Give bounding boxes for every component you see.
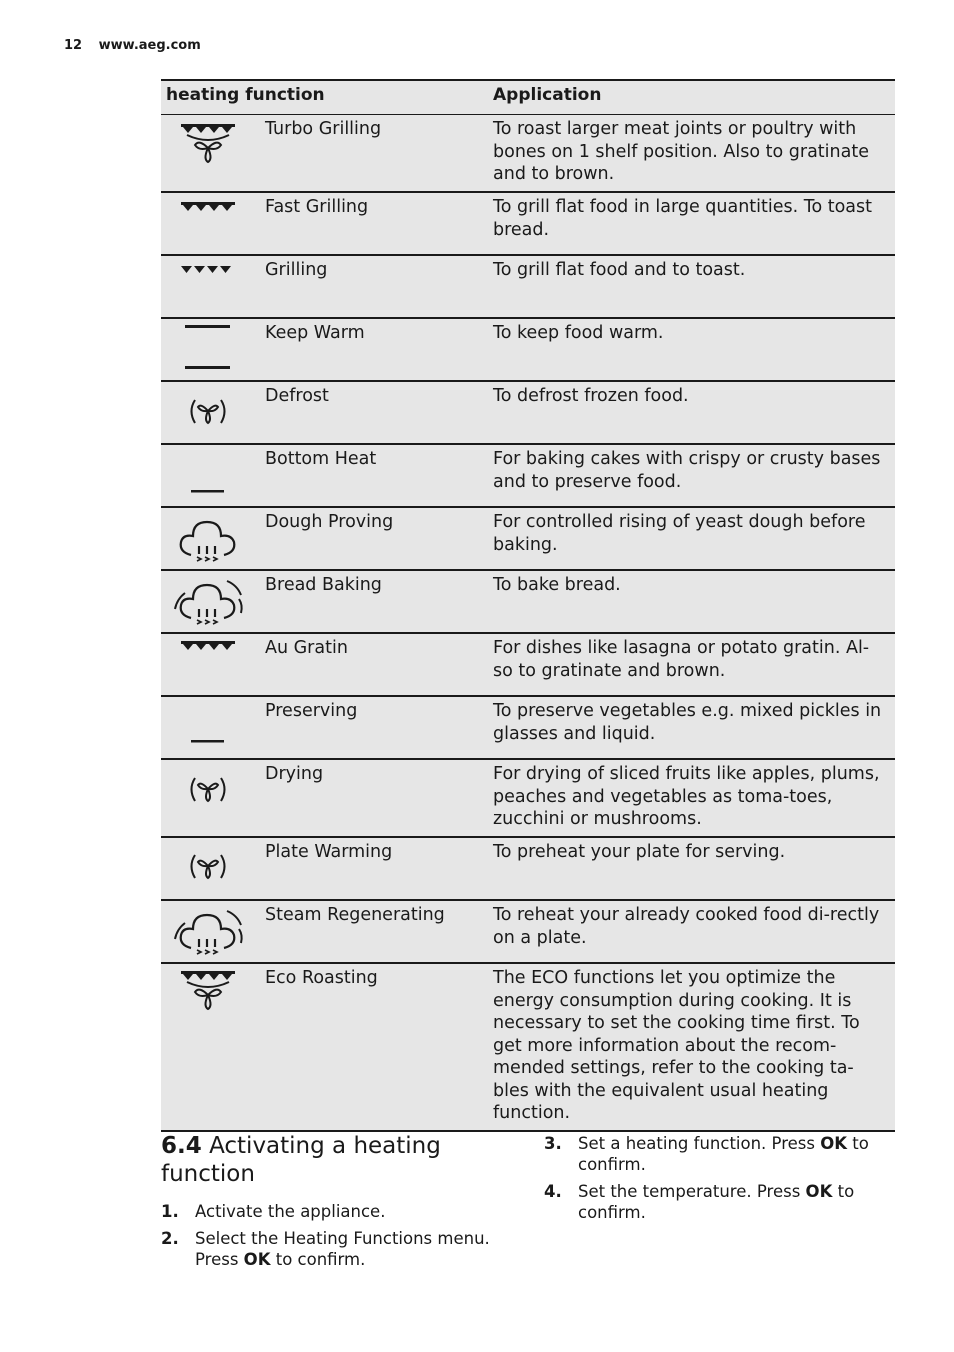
function-application: For dishes like lasagna or potato gratin. Al-so to gratinate and brown. (493, 638, 870, 681)
defrost-fan-icon (161, 382, 259, 443)
turbo-grill-icon (161, 115, 259, 191)
step-number: 4. (544, 1182, 562, 1201)
function-name: Plate Warming (265, 842, 393, 862)
bottom-heat-icon (161, 445, 259, 506)
section-title-text: Activating a heating function (161, 1133, 441, 1187)
step-text: Activate the appliance. (195, 1202, 386, 1221)
table-row (161, 697, 895, 760)
function-name: Turbo Grilling (265, 119, 382, 139)
step-text: Set the temperature. Press OK to confirm. (578, 1182, 855, 1222)
function-application: To preserve vegetables e.g. mixed pickles in glasses and liquid. (493, 701, 882, 744)
step-number: 1. (161, 1202, 179, 1221)
table-row (161, 382, 895, 445)
dough-proving-icon (161, 508, 259, 569)
heating-functions-table (161, 79, 895, 1132)
steps-list-right (544, 1133, 889, 1229)
bread-baking-icon (161, 571, 259, 632)
function-name: Bottom Heat (265, 449, 377, 469)
grill-icon (161, 256, 259, 317)
function-application: To keep food warm. (493, 323, 664, 343)
function-application: To reheat your already cooked food di-rectly on a plate. (493, 905, 880, 948)
list-item (161, 1228, 511, 1270)
table-row (161, 760, 895, 838)
table-row (161, 445, 895, 508)
function-name: Dough Proving (265, 512, 394, 532)
function-name: Bread Baking (265, 575, 382, 595)
function-application: To grill flat food and to toast. (493, 260, 746, 280)
keep-warm-icon (161, 319, 259, 380)
table-row (161, 964, 895, 1132)
step-text: Set a heating function. Press OK to confirm. (578, 1134, 869, 1174)
preserving-icon (161, 697, 259, 758)
function-name: Grilling (265, 260, 328, 280)
function-application: To defrost frozen food. (493, 386, 689, 406)
function-application: To preheat your plate for serving. (493, 842, 786, 862)
function-application: To bake bread. (493, 575, 621, 595)
column-header-application: Application (493, 85, 602, 105)
function-application: For baking cakes with crispy or crusty bases and to preserve food. (493, 449, 881, 492)
eco-roasting-icon (161, 964, 259, 1130)
column-header-heating-function: heating function (166, 85, 325, 105)
table-row (161, 115, 895, 193)
function-application: For drying of sliced fruits like apples, plums, peaches and vegetables as toma-toes, zucchini or mushrooms. (493, 764, 880, 829)
function-name: Keep Warm (265, 323, 365, 343)
table-row (161, 901, 895, 964)
table-row (161, 193, 895, 256)
table-header (161, 81, 895, 115)
step-number: 2. (161, 1229, 179, 1248)
function-name: Drying (265, 764, 324, 784)
website: www.aeg.com (98, 38, 201, 53)
list-item (161, 1201, 511, 1222)
table-row (161, 634, 895, 697)
steps-list-left (161, 1201, 511, 1276)
page-header (64, 38, 201, 53)
step-number: 3. (544, 1134, 562, 1153)
function-name: Au Gratin (265, 638, 348, 658)
function-application: To grill flat food in large quantities. To toast bread. (493, 197, 873, 240)
list-item (544, 1181, 889, 1223)
au-gratin-icon (161, 634, 259, 695)
list-item (544, 1133, 889, 1175)
page-number: 12 (64, 38, 83, 53)
function-application: The ECO functions let you optimize the energy consumption during cooking. It is necessary to set the cooking time first. To get more information about the recom-mended settings, refer to the cooking ta-bles with the equivalent usual heating function. (493, 968, 860, 1123)
function-name: Eco Roasting (265, 968, 378, 988)
table-row (161, 838, 895, 901)
function-application: For controlled rising of yeast dough before baking. (493, 512, 866, 555)
fast-grill-icon (161, 193, 259, 254)
drying-fan-icon (161, 760, 259, 836)
section-title (161, 1132, 521, 1188)
table-row (161, 319, 895, 382)
function-application: To roast larger meat joints or poultry with bones on 1 shelf position. Also to gratinate and to brown. (493, 119, 869, 184)
section-number: 6.4 (161, 1133, 202, 1159)
function-name: Steam Regenerating (265, 905, 445, 925)
steam-regenerating-icon (161, 901, 259, 962)
function-name: Fast Grilling (265, 197, 369, 217)
plate-warming-fan-icon (161, 838, 259, 899)
table-row (161, 256, 895, 319)
table-row (161, 508, 895, 571)
step-text: Select the Heating Functions menu. Press OK to confirm. (195, 1229, 490, 1269)
function-name: Defrost (265, 386, 329, 406)
table-row (161, 571, 895, 634)
function-name: Preserving (265, 701, 358, 721)
